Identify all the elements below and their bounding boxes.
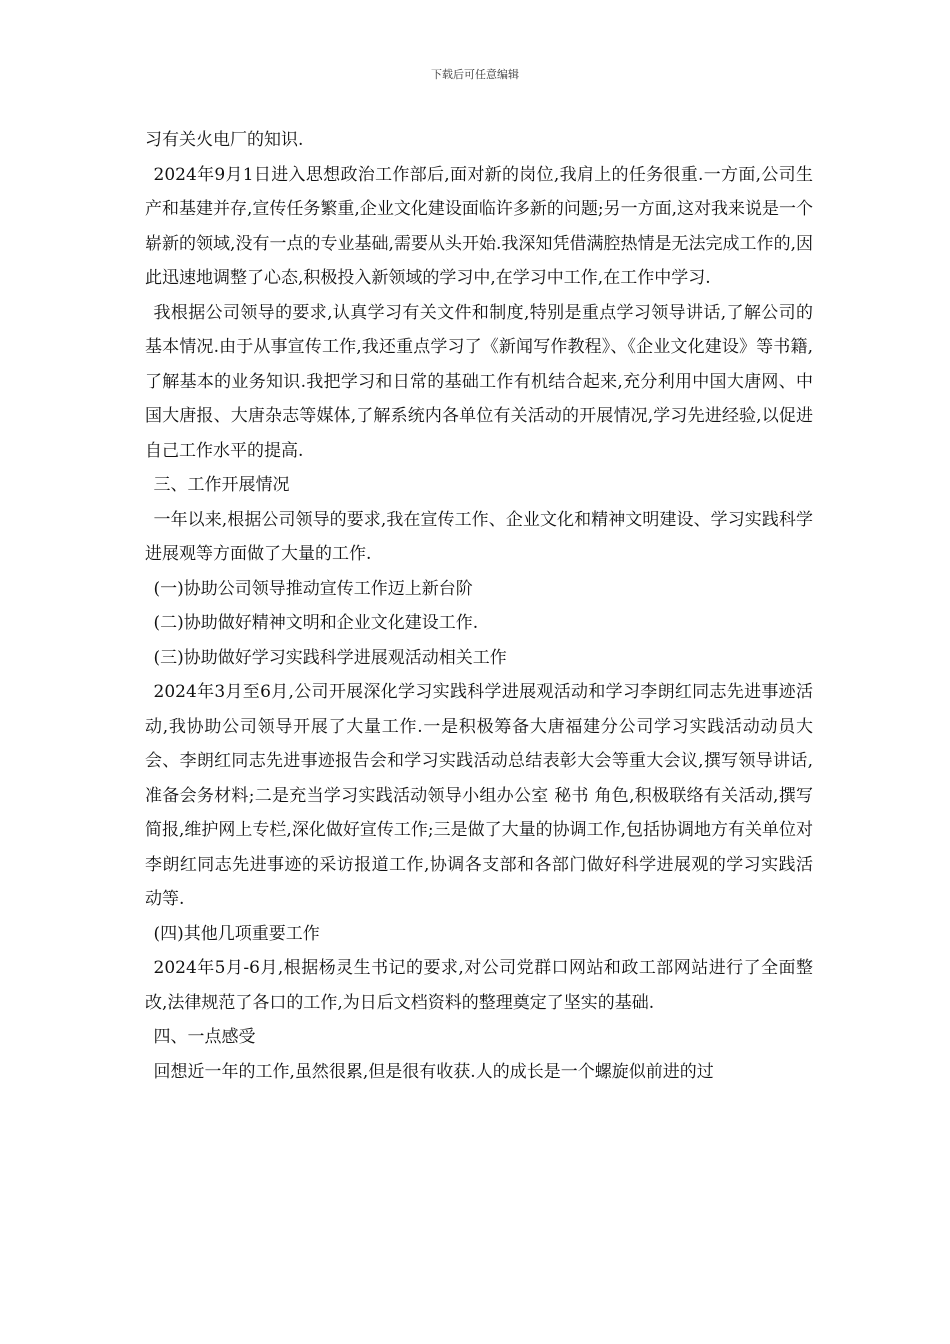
paragraph: 习有关火电厂的知识. — [145, 130, 304, 150]
paragraph: (二)协助做好精神文明和企业文化建设工作. — [153, 613, 479, 633]
paragraph: 2024年9月1日进入思想政治工作部后,面对新的岗位,我肩上的任务很重.一方面,公司生产和基建并存,宣传任务繁重,企业文化建设面临许多新的问题;另一方面,这对我来说是一个崭新的领域,没有一点的专业基础,需要从头开始.我深知凭借满腔热情是无法完成工作的,因此迅速地调整了心态,积极投入新领域的学习中,在学习中工作,在工作中学习. — [145, 164, 813, 288]
paragraph: 四、一点感受 — [153, 1027, 256, 1047]
paragraph: (三)协助做好学习实践科学进展观活动相关工作 — [153, 647, 507, 668]
paragraph: 三、工作开展情况 — [153, 475, 290, 495]
page-header: 下载后可任意编辑 — [431, 68, 519, 81]
paragraph: 2024年3月至6月,公司开展深化学习实践科学进展观活动和学习李朗红同志先进事迹活动,我协助公司领导开展了大量工作.一是积极筹备大唐福建分公司学习实践活动动员大会、李朗红同志先进事迹报告会和学习实践活动总结表彰大会等重大会议,撰写领导讲话,准备会务材料;二是充当学习实践活动领导小组办公室 秘书 角色,积极联络有关活动,撰写简报,维护网上专栏,深化做好宣传工作;三是做了大量的协调工作,包括协调地方有关单位对李朗红同志先进事迹的采访报道工作,协调各支部和各部门做好科学进展观的学习实践活动等. — [145, 682, 813, 909]
paragraph: 2024年5月-6月,根据杨灵生书记的要求,对公司党群口网站和政工部网站进行了全面整改,法律规范了各口的工作,为日后文档资料的整理奠定了坚实的基础. — [145, 958, 813, 1013]
paragraph: 回想近一年的工作,虽然很累,但是很有收获.人的成长是一个螺旋似前进的过 — [153, 1061, 714, 1082]
paragraph: 我根据公司领导的要求,认真学习有关文件和制度,特别是重点学习领导讲话,了解公司的基本情况.由于从事宣传工作,我还重点学习了《新闻写作教程》、《企业文化建设》等书籍,了解基本的业务知识.我把学习和日常的基础工作有机结合起来,充分利用中国大唐网、中国大唐报、大唐杂志等媒体,了解系统内各单位有关活动的开展情况,学习先进经验,以促进自己工作水平的提高. — [145, 302, 813, 461]
paragraph: (一)协助公司领导推动宣传工作迈上新台阶 — [153, 578, 473, 599]
document-body — [145, 123, 813, 1089]
paragraph: (四)其他几项重要工作 — [153, 923, 320, 944]
paragraph: 一年以来,根据公司领导的要求,我在宣传工作、企业文化和精神文明建设、学习实践科学进展观等方面做了大量的工作. — [145, 509, 813, 564]
